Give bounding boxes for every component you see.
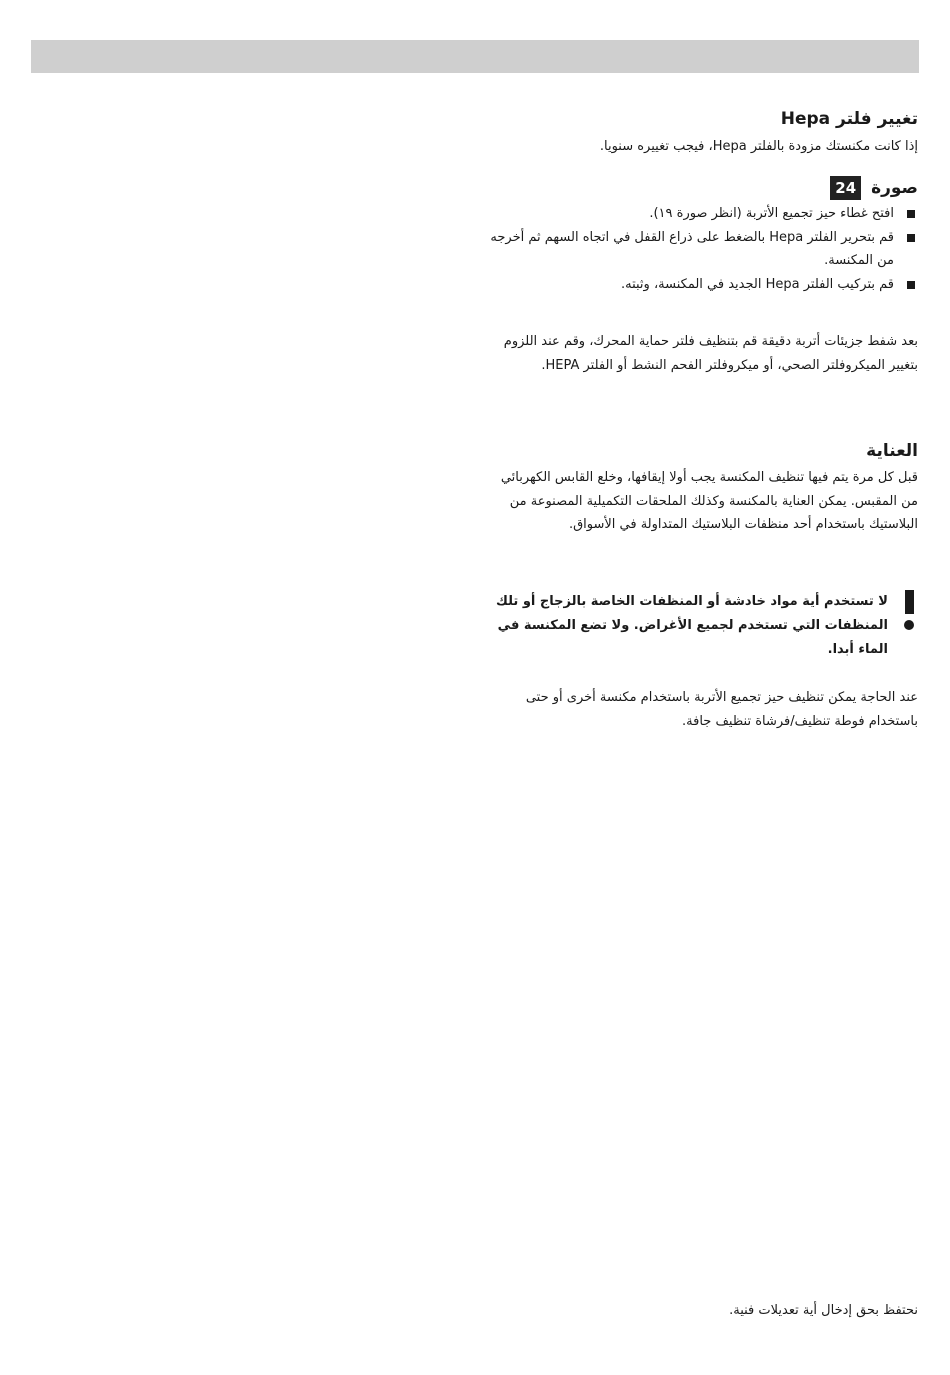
hepa-intro: إذا كانت مكنستك مزودة بالفلتر Hepa، فيجب تغييره سنويا. <box>599 139 918 154</box>
warning-text: لا تستخدم أية مواد خادشة أو المنظفات الخاصة بالزجاج أو تلك المنظفات التي تستخدم لجميع الأغراض. ولا تضع المكنسة في الماء أبدا. <box>496 594 888 657</box>
dust-compartment-note: عند الحاجة يمكن تنظيف حيز تجميع الأتربة باستخدام مكنسة أخرى أو حتى باستخدام فوطة تنظيف/فرشاة تنظيف جافة. <box>525 690 918 729</box>
list-item <box>490 226 918 273</box>
warning-section <box>490 590 918 662</box>
header-bar <box>31 40 919 73</box>
square-bullet-icon <box>907 281 915 289</box>
warning-box <box>490 590 918 662</box>
square-bullet-icon <box>907 210 915 218</box>
figure-label: صورة <box>871 178 918 198</box>
figure-number-badge: 24 <box>830 176 861 200</box>
figure-heading <box>490 176 918 200</box>
dust-compartment-section <box>490 686 918 733</box>
bullet-dot-icon <box>904 620 914 630</box>
list-item <box>490 273 918 297</box>
step-text: قم بتركيب الفلتر Hepa الجديد في المكنسة، وثبته. <box>620 276 894 292</box>
steps-list <box>490 202 918 296</box>
hepa-section-title: تغيير فلتر Hepa <box>780 109 918 129</box>
care-body: قبل كل مرة يتم فيها تنظيف المكنسة يجب أولا إيقافها، وخلع القابس الكهربائي من المقبس. يمكن العناية بالمكنسة وكذلك الملحقات التكميلية المصنوعة من البلاستيك باستخدام أحد منظفات البلاستيك المتداولة في الأسواق. <box>500 470 918 532</box>
hepa-section <box>490 108 918 159</box>
figure-section <box>490 176 918 296</box>
care-section-title: العناية <box>866 441 918 461</box>
step-text: قم بتحرير الفلتر Hepa بالضغط على ذراع القفل في اتجاه السهم ثم أخرجه من المكنسة. <box>490 229 894 268</box>
footer-rights-note: نحتفظ بحق إدخال أية تعديلات فنية. <box>729 1303 918 1318</box>
motor-filter-section <box>490 330 918 377</box>
list-item <box>490 202 918 226</box>
care-section <box>490 440 918 537</box>
square-bullet-icon <box>907 234 915 242</box>
step-text: افتح غطاء حيز تجميع الأتربة (انظر صورة ١٩). <box>649 206 894 221</box>
motor-filter-note: بعد شفط جزيئات أتربة دقيقة قم بتنظيف فلتر حماية المحرك، وقم عند اللزوم بتغيير الميكروفلتر الصحي، أو ميكروفلتر الفحم النشط أو الفلتر HEPA. <box>503 334 918 373</box>
exclamation-icon <box>905 590 914 614</box>
